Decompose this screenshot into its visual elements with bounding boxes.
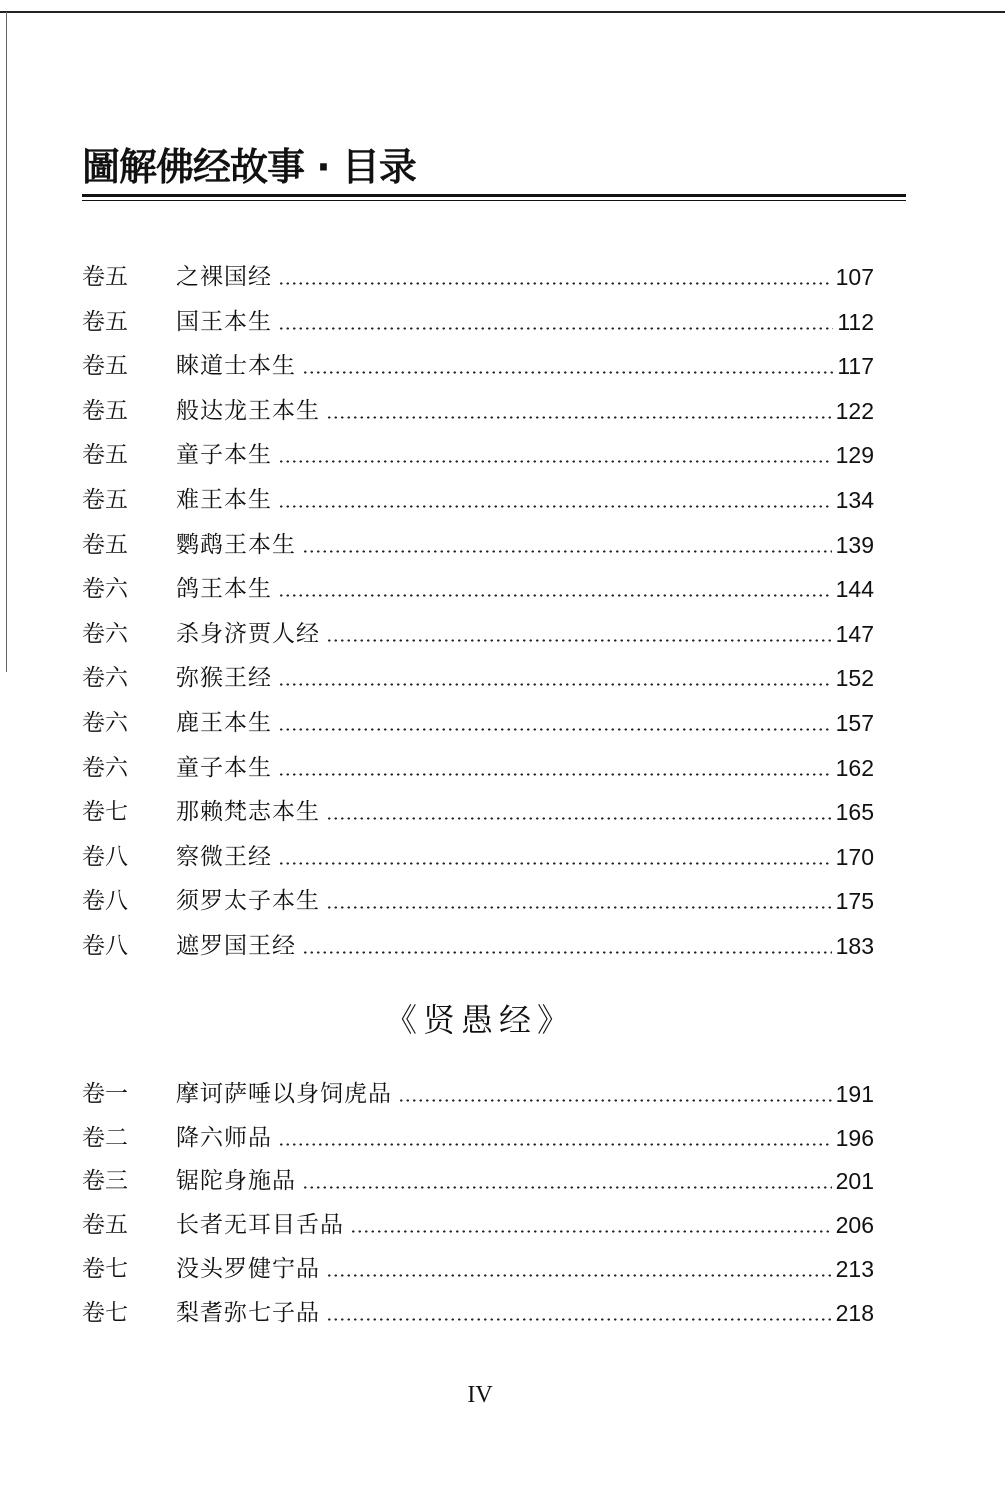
toc-entry: [82, 704, 874, 738]
toc-dot-leader: [326, 639, 832, 642]
toc-entry: [82, 1206, 874, 1240]
toc-title: 鹿王本生: [176, 710, 272, 736]
toc-page-number: 144: [835, 576, 874, 603]
section-heading: 《贤愚经》: [384, 1001, 575, 1039]
toc-dot-leader: [278, 327, 833, 330]
toc-page-number: 139: [835, 531, 874, 558]
toc-page-number: 196: [835, 1124, 874, 1151]
folio-page-number: IV: [467, 1382, 493, 1408]
toc-page-number: 157: [835, 710, 874, 736]
toc-title: 难王本生: [176, 487, 272, 513]
toc-page-number: 162: [835, 754, 874, 781]
toc-volume: 卷五: [82, 353, 128, 380]
toc-dot-leader: [302, 951, 832, 954]
toc-volume: 卷八: [82, 843, 128, 870]
toc-entry: [82, 659, 874, 693]
toc-dot-leader: [278, 1143, 832, 1146]
toc-dot-leader: [326, 416, 832, 419]
toc-entry: [82, 749, 874, 783]
toc-dot-leader: [278, 460, 832, 463]
toc-volume: 卷一: [82, 1081, 128, 1107]
toc-volume: 卷五: [82, 308, 128, 335]
toc-dot-leader: [326, 817, 832, 820]
toc-entry: [82, 526, 874, 560]
toc-entry: [82, 1119, 874, 1153]
toc-entry: [82, 793, 874, 827]
toc-page-number: 117: [837, 353, 874, 380]
toc-dot-leader: [278, 862, 832, 865]
toc-title: 弥猴王经: [176, 665, 272, 692]
toc-title: 睞道士本生: [176, 353, 296, 380]
toc-dot-leader: [326, 1274, 832, 1277]
toc-entry: [82, 1075, 874, 1109]
toc-title: 摩诃萨唾以身饲虎品: [176, 1081, 392, 1107]
page-title: 圖解佛经故事 · 目录: [82, 145, 416, 189]
toc-title: 察微王经: [176, 843, 272, 870]
toc-volume: 卷六: [82, 754, 128, 781]
toc-title: 梨耆弥七子品: [176, 1299, 320, 1326]
toc-entry: [82, 615, 874, 649]
toc-page-number: 175: [835, 888, 874, 915]
toc-volume: 卷七: [82, 1299, 128, 1326]
toc-title: 遮罗国王经: [176, 933, 296, 959]
toc-dot-leader: [278, 773, 832, 776]
toc-page-number: 134: [835, 487, 874, 513]
toc-entry: [82, 570, 874, 604]
toc-page-number: 183: [835, 933, 874, 959]
toc-entry: [82, 303, 874, 337]
toc-title: 般达龙王本生: [176, 397, 320, 424]
toc-title: 须罗太子本生: [176, 888, 320, 915]
toc-title: 没头罗健宁品: [176, 1255, 320, 1282]
toc-volume: 卷五: [82, 397, 128, 424]
toc-dot-leader: [302, 1186, 832, 1189]
toc-volume: 卷三: [82, 1168, 128, 1195]
toc-dot-leader: [278, 505, 832, 508]
toc-page-number: 129: [835, 442, 874, 469]
toc-dot-leader: [398, 1099, 832, 1102]
toc-volume: 卷五: [82, 264, 128, 290]
toc-title: 降六师品: [176, 1124, 272, 1151]
toc-dot-leader: [278, 282, 832, 285]
toc-page-number: 170: [835, 843, 874, 870]
toc-title: 国王本生: [176, 308, 272, 335]
toc-title: 杀身济贾人经: [176, 620, 320, 647]
toc-title: 锯陀身施品: [176, 1168, 296, 1195]
toc-volume: 卷五: [82, 487, 128, 513]
toc-volume: 卷七: [82, 799, 128, 826]
toc-title: 那赖梵志本生: [176, 799, 320, 826]
top-border-rule: [0, 11, 1005, 13]
toc-volume: 卷六: [82, 620, 128, 647]
toc-dot-leader: [350, 1230, 832, 1233]
toc-entry: [82, 838, 874, 872]
toc-dot-leader: [278, 683, 832, 686]
toc-page-number: 191: [835, 1081, 874, 1107]
toc-title: 长者无耳目舌品: [176, 1212, 344, 1239]
toc-page-number: 147: [835, 620, 874, 647]
toc-title: 童子本生: [176, 442, 272, 469]
toc-volume: 卷五: [82, 531, 128, 558]
toc-title: 童子本生: [176, 754, 272, 781]
toc-page-number: 152: [835, 665, 874, 692]
toc-volume: 卷七: [82, 1255, 128, 1282]
toc-page-number: 122: [835, 397, 874, 424]
toc-dot-leader: [302, 550, 832, 553]
toc-title: 之裸国经: [176, 264, 272, 290]
toc-page-number: 213: [835, 1255, 874, 1282]
toc-entry: [82, 436, 874, 470]
toc-volume: 卷六: [82, 576, 128, 603]
toc-volume: 卷五: [82, 442, 128, 469]
toc-entry: [82, 1294, 874, 1328]
toc-volume: 卷二: [82, 1124, 128, 1151]
title-underline-thin: [82, 200, 906, 201]
toc-dot-leader: [278, 728, 832, 731]
toc-dot-leader: [326, 1318, 832, 1321]
toc-dot-leader: [278, 594, 832, 597]
toc-volume: 卷八: [82, 933, 128, 959]
title-underline-thick: [82, 194, 906, 197]
toc-title: 鸽王本生: [176, 576, 272, 603]
toc-entry: [82, 392, 874, 426]
toc-page-number: 206: [835, 1212, 874, 1239]
toc-entry: [82, 882, 874, 916]
toc-entry: [82, 927, 874, 961]
toc-dot-leader: [326, 906, 832, 909]
toc-entry: [82, 347, 874, 381]
toc-page-number: 218: [835, 1299, 874, 1326]
toc-volume: 卷八: [82, 888, 128, 915]
toc-volume: 卷五: [82, 1212, 128, 1239]
toc-entry: [82, 1162, 874, 1196]
toc-page-number: 201: [835, 1168, 874, 1195]
toc-entry: [82, 481, 874, 515]
toc-page-number: 107: [835, 264, 874, 290]
left-margin-rule: [6, 12, 7, 672]
toc-volume: 卷六: [82, 710, 128, 736]
toc-dot-leader: [302, 371, 833, 374]
toc-volume: 卷六: [82, 665, 128, 692]
toc-title: 鹦鹉王本生: [176, 531, 296, 558]
toc-entry: [82, 258, 874, 292]
toc-page-number: 165: [835, 799, 874, 826]
toc-entry: [82, 1250, 874, 1284]
toc-page-number: 112: [837, 308, 874, 335]
